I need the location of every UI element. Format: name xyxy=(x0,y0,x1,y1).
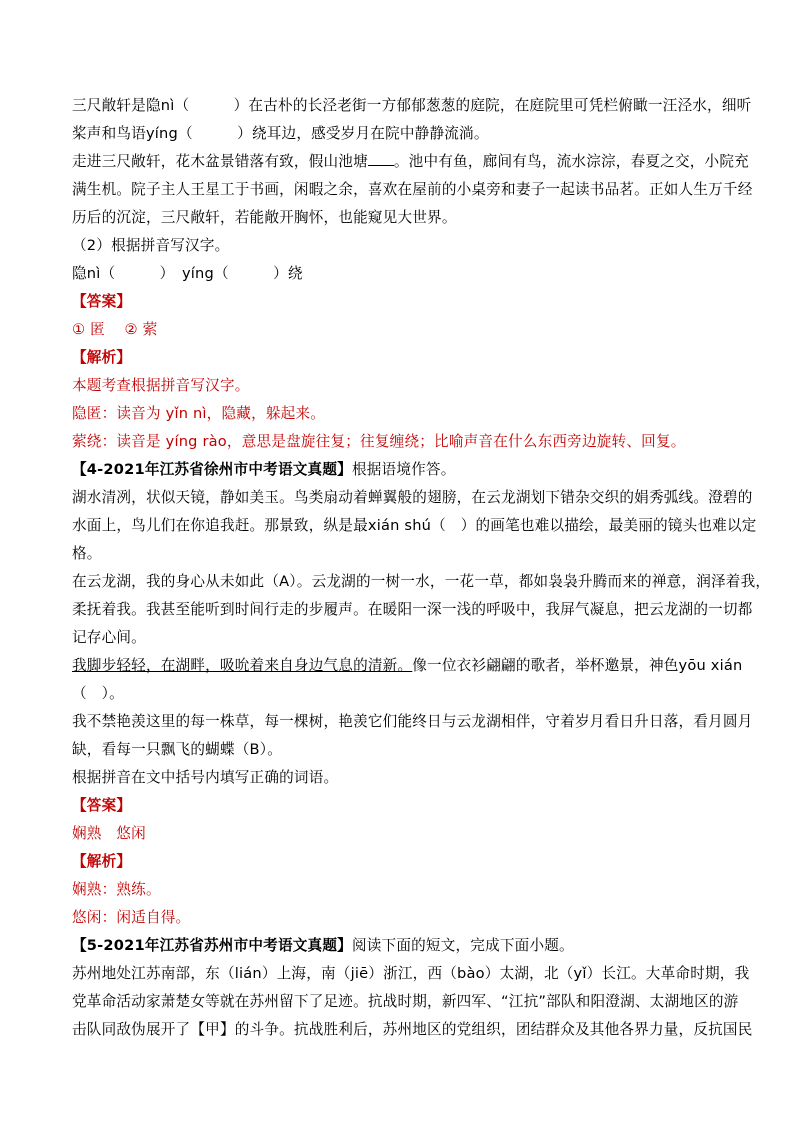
passage-line: 格。 xyxy=(72,545,102,562)
passage-line: 记存心间。 xyxy=(72,629,146,646)
analysis-text: 本题考查根据拼音写汉字。 xyxy=(72,377,250,394)
question-header: 【4-2021年江苏省徐州市中考语文真题】根据语境作答。 xyxy=(72,461,456,478)
passage-line: 我脚步轻轻，在湖畔，吸吮着来自身边气息的清新。像一位衣衫翩翩的歌者，举杯邀景，神色yōu xián xyxy=(72,657,743,674)
analysis-text: 隐匿：读音为 yǐn nì，隐藏，躲起来。 xyxy=(72,405,326,422)
analysis-label: 【解析】 xyxy=(72,349,132,366)
answer-text: 娴熟 悠闲 xyxy=(72,825,146,842)
passage-line: 缺，看每一只飘飞的蝴蝶（B）。 xyxy=(72,741,283,758)
document-page xyxy=(72,92,771,1044)
analysis-label: 【解析】 xyxy=(72,853,132,870)
question-prompt: （2）根据拼音写汉字。 xyxy=(72,237,230,254)
passage-line: 苏州地处江苏南部，东（lián）上海，南（jiē）浙江，西（bào）太湖，北（yǐ）长江。大革命时期，我 xyxy=(72,965,750,982)
answer-text: ① 匿 ② 萦 xyxy=(72,321,158,338)
fill-blank xyxy=(368,151,394,166)
passage-line: 击队同敌伪展开了【甲】的斗争。抗战胜利后，苏州地区的党组织，团结群众及其他各界力量，反抗国民 xyxy=(72,1021,753,1038)
passage-line: 历后的沉淀，三尺敞轩，若能敞开胸怀，也能窥见大世界。 xyxy=(72,209,457,226)
passage-line: 满生机。院子主人王星工于书画，闲暇之余，喜欢在屋前的小桌旁和妻子一起读书品茗。正如人生万千经 xyxy=(72,181,753,198)
passage-line: 党革命活动家萧楚女等就在苏州留下了足迹。抗战时期，新四军、“江抗”部队和阳澄湖、太湖地区的游 xyxy=(72,993,739,1010)
question-prompt: 根据拼音在文中括号内填写正确的词语。 xyxy=(72,769,339,786)
passage-line: 三尺敞轩是隐nì（ ）在古朴的长泾老街一方郁郁葱葱的庭院，在庭院里可凭栏俯瞰一汪泾水，细听 xyxy=(72,97,752,114)
passage-line: 在云龙湖，我的身心从未如此（A）。云龙湖的一树一水，一花一草，都如袅袅升腾而来的禅意，润泽着我， xyxy=(72,573,771,590)
underlined-sentence: 我脚步轻轻，在湖畔，吸吮着来自身边气息的清新。 xyxy=(72,657,413,674)
analysis-text: 悠闲：闲适自得。 xyxy=(72,909,191,926)
question-items: 隐nì（ ） yíng（ ）绕 xyxy=(72,265,303,282)
passage-line: 柔抚着我。我甚至能听到时间行走的步履声。在暖阳一深一浅的呼吸中，我屏气凝息，把云龙湖的一切都 xyxy=(72,601,753,618)
passage-line: （ ）。 xyxy=(72,685,124,702)
passage-line: 桨声和鸟语yíng（ ）绕耳边，感受岁月在院中静静流淌。 xyxy=(72,125,489,142)
question-header: 【5-2021年江苏省苏州市中考语文真题】阅读下面的短文，完成下面小题。 xyxy=(72,937,574,954)
analysis-text: 娴熟：熟练。 xyxy=(72,881,161,898)
answer-label: 【答案】 xyxy=(72,293,132,310)
passage-line: 水面上，鸟儿们在你追我赶。那景致，纵是最xián shú（ ）的画笔也难以描绘，最美丽的镜头也难以定 xyxy=(72,517,757,534)
passage-line: 走进三尺敞轩，花木盆景错落有致，假山池塘 。池中有鱼，廊间有鸟，流水淙淙，春夏之交，小院充 xyxy=(72,153,749,170)
answer-label: 【答案】 xyxy=(72,797,132,814)
passage-line: 我不禁艳羡这里的每一株草，每一棵树，艳羡它们能终日与云龙湖相伴，守着岁月看日升日落，看月圆月 xyxy=(72,713,753,730)
analysis-text: 萦绕：读音是 yíng rào，意思是盘旋往复；往复缠绕；比喻声音在什么东西旁边旋转、回复。 xyxy=(72,433,686,450)
passage-line: 湖水清冽，状似天镜，静如美玉。鸟类扇动着蝉翼般的翅膀，在云龙湖划下错杂交织的娟秀弧线。澄碧的 xyxy=(72,489,753,506)
